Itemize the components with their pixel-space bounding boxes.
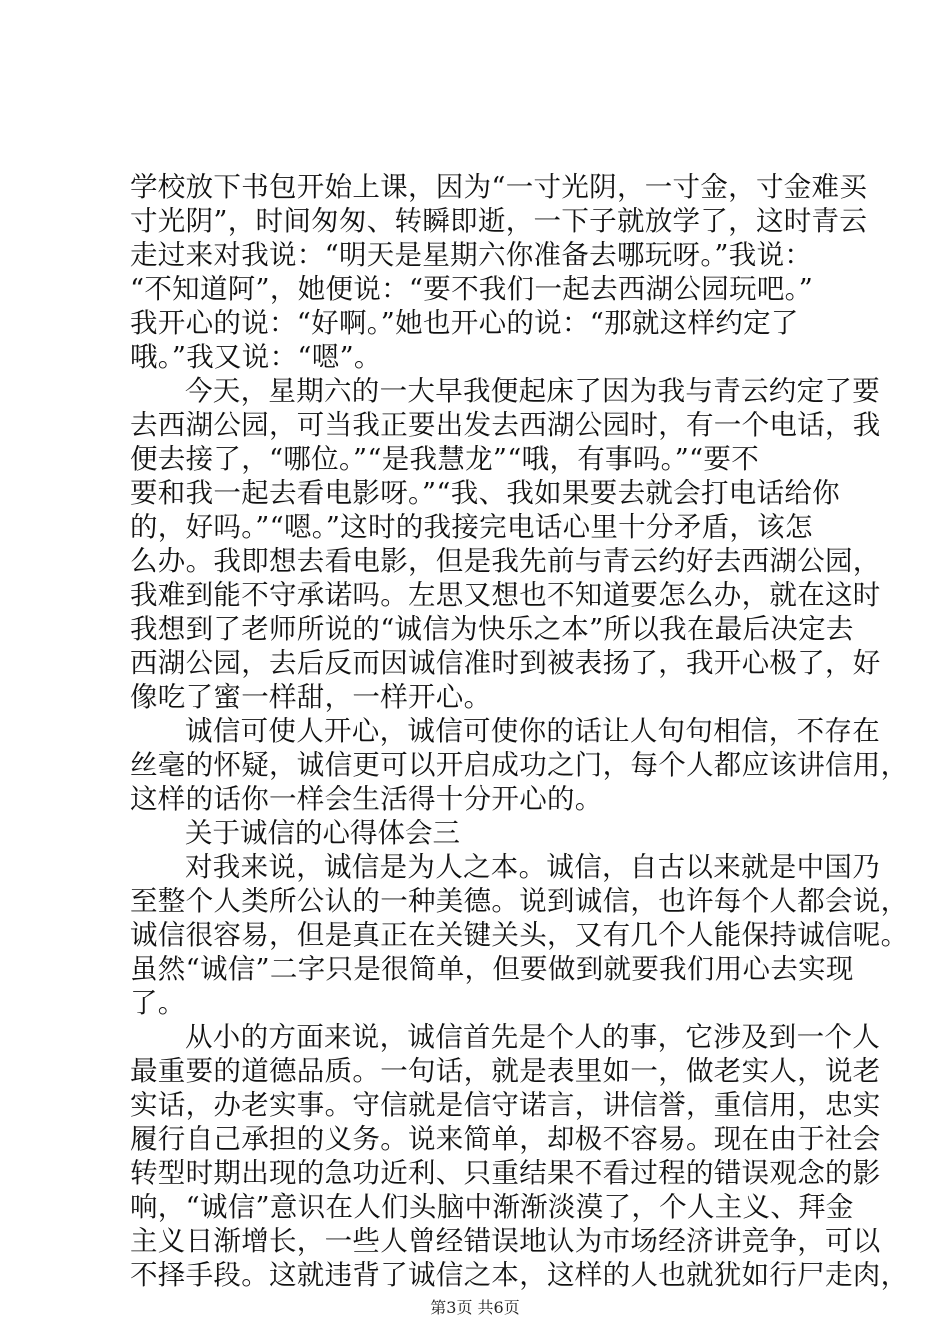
text-line: 我开心的说：“好啊。”她也开心的说：“那就这样约定了 — [130, 307, 799, 339]
text-line: 至整个人类所公认的一种美德。说到诚信，也许每个人都会说， — [130, 885, 909, 917]
text-line: 最重要的道德品质。一句话，就是表里如一，做老实人，说老 — [130, 1055, 881, 1087]
text-line: 主义日渐增长，一些人曾经错误地认为市场经济讲竞争，可以 — [130, 1225, 881, 1257]
text-line: 这样的话你一样会生活得十分开心的。 — [130, 783, 603, 815]
text-line: 的，好吗。”“嗯。”这时的我接完电话心里十分矛盾，该怎 — [130, 511, 813, 543]
text-line: 丝毫的怀疑，诚信更可以开启成功之门，每个人都应该讲信用， — [130, 749, 909, 781]
text-line: 对我来说，诚信是为人之本。诚信，自古以来就是中国乃 — [185, 851, 880, 883]
text-line: 像吃了蜜一样甜，一样开心。 — [130, 681, 492, 713]
text-line: 响，“诚信”意识在人们头脑中渐渐淡漠了，个人主义、拜金 — [130, 1191, 854, 1223]
text-line: 履行自己承担的义务。说来简单，却极不容易。现在由于社会 — [130, 1123, 881, 1155]
text-line: 便去接了，“哪位。”“是我慧龙”“哦，有事吗。”“要不 — [130, 443, 760, 475]
page-number: 第3页 共6页 — [430, 1298, 520, 1317]
text-line: 么办。我即想去看电影，但是我先前与青云约好去西湖公园， — [130, 545, 881, 577]
text-line: 走过来对我说：“明天是星期六你准备去哪玩呀。”我说： — [130, 239, 813, 271]
text-line: 寸光阴”，时间匆匆、转瞬即逝，一下子就放学了，这时青云 — [130, 205, 868, 237]
text-line: 去西湖公园，可当我正要出发去西湖公园时，有一个电话，我 — [130, 409, 881, 441]
text-line: 不择手段。这就违背了诚信之本，这样的人也就犹如行尸走肉， — [130, 1259, 909, 1291]
text-line: 转型时期出现的急功近利、只重结果不看过程的错误观念的影 — [130, 1157, 881, 1189]
text-line: 哦。”我又说：“嗯”。 — [130, 341, 382, 373]
text-line: 西湖公园，去后反而因诚信准时到被表扬了，我开心极了，好 — [130, 647, 881, 679]
text-line: 今天，星期六的一大早我便起床了因为我与青云约定了要 — [185, 375, 880, 407]
text-line: 学校放下书包开始上课，因为“一寸光阴，一寸金，寸金难买 — [130, 171, 868, 203]
text-line: “不知道阿”，她便说：“要不我们一起去西湖公园玩吧。” — [130, 273, 814, 305]
text-line: 诚信很容易，但是真正在关键关头，又有几个人能保持诚信呢。 — [130, 919, 909, 951]
text-line: 诚信可使人开心，诚信可使你的话让人句句相信，不存在 — [185, 715, 880, 747]
text-line: 要和我一起去看电影呀。”“我、我如果要去就会打电话给你 — [130, 477, 840, 509]
text-line: 实话，办老实事。守信就是信守诺言，讲信誉，重信用，忠实 — [130, 1089, 881, 1121]
text-line: 从小的方面来说，诚信首先是个人的事，它涉及到一个人 — [185, 1021, 880, 1053]
text-line: 我难到能不守承诺吗。左思又想也不知道要怎么办，就在这时 — [130, 579, 881, 611]
text-line: 了。 — [130, 987, 186, 1019]
section-heading: 关于诚信的心得体会三 — [185, 817, 460, 849]
text-line: 虽然“诚信”二字只是很简单，但要做到就要我们用心去实现 — [130, 953, 854, 985]
text-line: 我想到了老师所说的“诚信为快乐之本”所以我在最后决定去 — [130, 613, 854, 645]
